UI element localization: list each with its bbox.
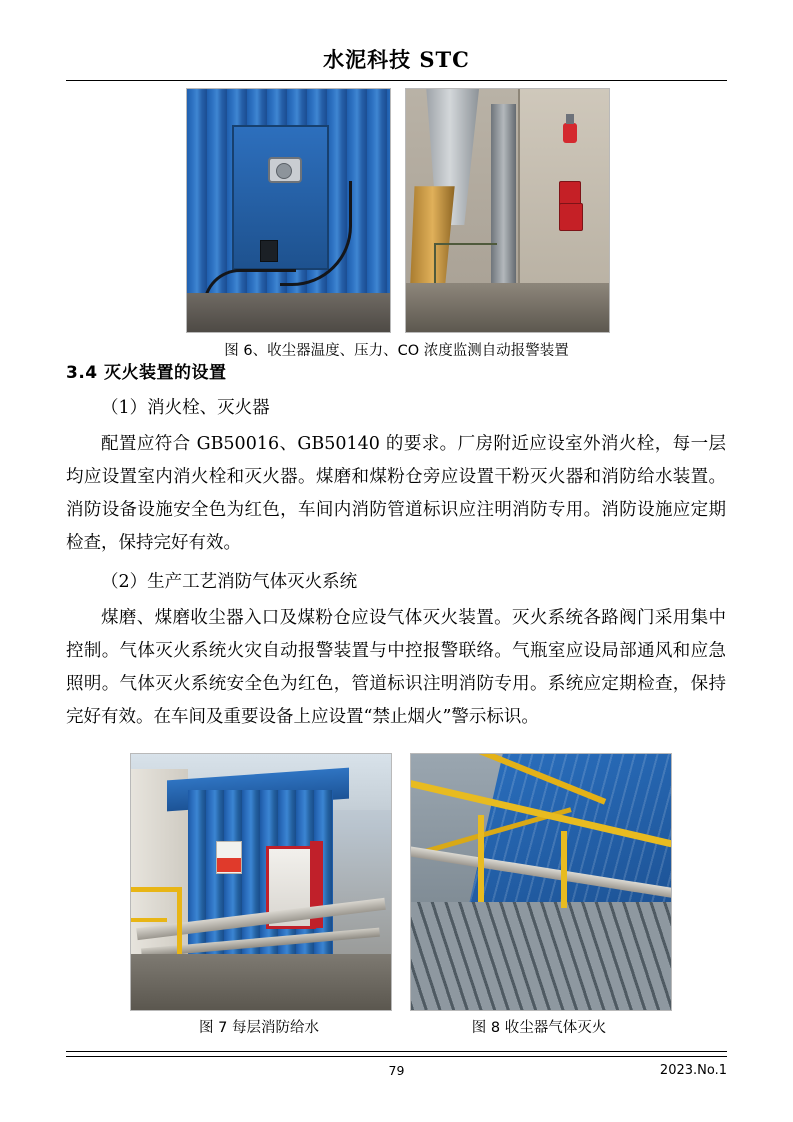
header-divider (66, 80, 727, 81)
fig6-sensor-icon (268, 157, 302, 183)
fig7-ground (131, 954, 391, 1010)
fig6-junction-box (260, 240, 278, 262)
subsection-1-title: （1）消火栓、灭火器 (101, 398, 270, 418)
fig8-rail-post-2 (561, 831, 567, 908)
figure7-caption: 图 7 每层消防给水 (199, 1020, 319, 1036)
subsection-2-body: 煤磨、煤磨收尘器入口及煤粉仓应设气体灭火装置。灭火系统各路阀门采用集中控制。气体灭火系统火灾自动报警装置与中控报警联络。气瓶室应设局部通风和应急照明。气体灭火系统安全色为红色，管道标识注明消防专用。系统应定期检查，保持完好有效。在车间及重要设备上应设置“禁止烟火”警示标识。 (66, 608, 726, 727)
figure6-image-row (128, 88, 668, 333)
photo-fig7 (130, 753, 392, 1011)
page-number: 79 (388, 1063, 405, 1078)
fig8-rail-post-1 (478, 815, 484, 902)
photo-fig6-right (405, 88, 610, 333)
section-heading-3-4: 3.4 灭火装置的设置 (66, 363, 227, 383)
footer-divider-top (66, 1051, 727, 1052)
fig8-walkway-grating (411, 902, 671, 1010)
page-header (72, 44, 721, 74)
fig7-warning-sign (216, 841, 241, 874)
subsection-1-body: 配置应符合 GB50016、GB50140 的要求。厂房附近应设室外消火栓，每一层均应设置室内消火栓和灭火器。煤磨和煤粉仓旁应设置干粉灭火器和消防给水装置。消防设备设施安全色为红色，车间内消防管道标识应注明消防专用。消防设施应定期检查，保持完好有效。 (66, 434, 726, 553)
fig6-alarm-box-2 (559, 203, 583, 231)
photo-fig8 (410, 753, 672, 1011)
issue-label: 2023.No.1 (659, 1063, 727, 1078)
fig6-alarm-lamp-icon (563, 123, 577, 143)
journal-title: 水泥科技 STC (323, 47, 470, 72)
photo-fig6-left (186, 88, 391, 333)
fig6-ground (187, 293, 390, 332)
fig6-railing (434, 243, 497, 289)
figure78-image-row (128, 753, 673, 1011)
subsection-2-title: （2）生产工艺消防气体灭火系统 (101, 572, 358, 592)
figure8-caption: 图 8 收尘器气体灭火 (471, 1020, 607, 1036)
fig6-floor (406, 283, 609, 332)
figure6-caption: 图 6、收尘器温度、压力、CO 浓度监测自动报警装置 (224, 343, 569, 359)
footer-divider-bottom (66, 1056, 727, 1057)
